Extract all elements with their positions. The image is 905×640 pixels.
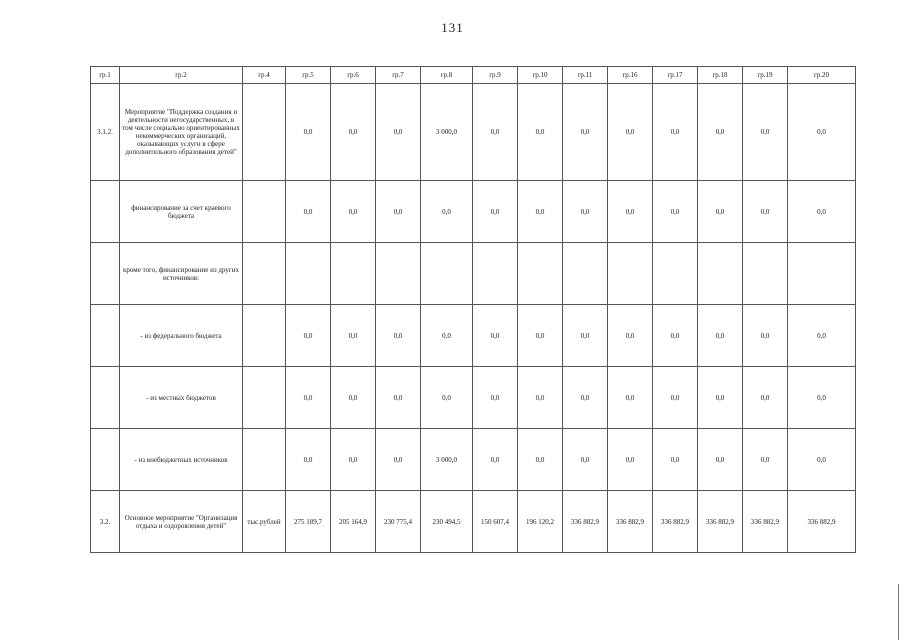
page-number: 131 [441,20,464,35]
row-description: кроме того, финансирование из других источников: [120,243,243,305]
cell-value: 0,0 [286,305,331,367]
cell-value: 0,0 [518,367,563,429]
cell-value: 0,0 [473,367,518,429]
cell-value: 0,0 [376,305,421,367]
cell-value: 205 164,9 [331,491,376,553]
cell-value: 336 882,9 [608,491,653,553]
cell-value: 0,0 [743,429,788,491]
cell-value: 0,0 [608,429,653,491]
cell-value [563,243,608,305]
cell-value: 0,0 [788,84,856,181]
column-header: гр.4 [243,67,286,84]
cell-value: 0,0 [743,84,788,181]
row-number [91,305,120,367]
cell-value: 0,0 [376,367,421,429]
table-row [91,243,856,305]
cell-value: 0,0 [698,181,743,243]
cell-value: 0,0 [331,429,376,491]
row-unit [243,429,286,491]
row-description: - из внебюджетных источников [120,429,243,491]
row-unit [243,367,286,429]
cell-value: 150 607,4 [473,491,518,553]
column-header: гр.17 [653,67,698,84]
table-row [91,367,856,429]
cell-value: 0,0 [788,367,856,429]
column-header: гр.6 [331,67,376,84]
column-header: гр.9 [473,67,518,84]
cell-value: 230 775,4 [376,491,421,553]
row-unit [243,243,286,305]
column-header: гр.7 [376,67,421,84]
cell-value: 0,0 [286,181,331,243]
cell-value: 230 494,5 [421,491,473,553]
cell-value: 3 000,0 [421,429,473,491]
cell-value: 275 189,7 [286,491,331,553]
column-header: гр.5 [286,67,331,84]
cell-value: 0,0 [743,181,788,243]
cell-value: 0,0 [473,84,518,181]
cell-value [421,243,473,305]
cell-value: 0,0 [743,367,788,429]
cell-value: 0,0 [376,429,421,491]
row-number [91,367,120,429]
row-number: 3.2. [91,491,120,553]
cell-value: 0,0 [698,305,743,367]
table-header-row [91,67,856,84]
cell-value: 336 882,9 [698,491,743,553]
column-header: гр.10 [518,67,563,84]
cell-value: 0,0 [563,367,608,429]
cell-value: 0,0 [743,305,788,367]
cell-value: 0,0 [376,84,421,181]
row-number [91,243,120,305]
cell-value: 0,0 [286,84,331,181]
cell-value [376,243,421,305]
cell-value: 3 000,0 [421,84,473,181]
column-header: гр.11 [563,67,608,84]
cell-value: 0,0 [563,84,608,181]
cell-value [331,243,376,305]
cell-value: 0,0 [518,305,563,367]
cell-value: 0,0 [286,429,331,491]
cell-value [788,243,856,305]
column-header: гр.1 [91,67,120,84]
cell-value: 336 882,9 [788,491,856,553]
table-row [91,429,856,491]
cell-value: 0,0 [653,305,698,367]
cell-value: 0,0 [608,181,653,243]
cell-value: 336 882,9 [743,491,788,553]
cell-value: 0,0 [788,429,856,491]
column-header: гр.20 [788,67,856,84]
row-number [91,429,120,491]
cell-value: 0,0 [563,305,608,367]
cell-value: 0,0 [473,181,518,243]
cell-value: 336 882,9 [563,491,608,553]
cell-value: 0,0 [421,367,473,429]
row-number: 3.1.2. [91,84,120,181]
row-unit [243,181,286,243]
cell-value: 0,0 [376,181,421,243]
cell-value: 0,0 [653,84,698,181]
cell-value [286,243,331,305]
table-row [91,84,856,181]
cell-value: 0,0 [608,367,653,429]
cell-value [698,243,743,305]
cell-value [518,243,563,305]
cell-value [743,243,788,305]
cell-value: 0,0 [518,84,563,181]
row-unit [243,84,286,181]
cell-value: 0,0 [331,84,376,181]
cell-value: 0,0 [653,367,698,429]
cell-value: 0,0 [608,84,653,181]
cell-value: 0,0 [473,429,518,491]
row-number [91,181,120,243]
cell-value: 0,0 [788,181,856,243]
cell-value [473,243,518,305]
cell-value: 0,0 [608,305,653,367]
cell-value: 0,0 [698,84,743,181]
row-description: финансирование за счет краевого бюджета [120,181,243,243]
cell-value: 0,0 [518,181,563,243]
column-header: гр.18 [698,67,743,84]
cell-value: 0,0 [331,367,376,429]
cell-value: 0,0 [563,429,608,491]
column-header: гр.8 [421,67,473,84]
cell-value: 0,0 [653,181,698,243]
column-header: гр.19 [743,67,788,84]
cell-value: 196 120,2 [518,491,563,553]
cell-value: 0,0 [563,181,608,243]
row-unit: тыс.рублей [243,491,286,553]
cell-value: 0,0 [286,367,331,429]
cell-value: 0,0 [788,305,856,367]
cell-value: 0,0 [698,429,743,491]
row-unit [243,305,286,367]
row-description: - из федерального бюджета [120,305,243,367]
table-row [91,305,856,367]
table-row [91,181,856,243]
cell-value: 0,0 [331,305,376,367]
cell-value: 0,0 [331,181,376,243]
cell-value [653,243,698,305]
row-description: Мероприятие "Поддержка создания и деятельности негосударственных, в том числе социально ориентированных некоммерческих организаций, оказывающих услуги в сфере дополнительного образования детей" [120,84,243,181]
cell-value: 0,0 [653,429,698,491]
row-description: Основное мероприятие "Организация отдыха и оздоровления детей" [120,491,243,553]
column-header: гр.16 [608,67,653,84]
table-row [91,491,856,553]
cell-value: 0,0 [473,305,518,367]
scan-edge-line [898,584,899,640]
cell-value [608,243,653,305]
cell-value: 0,0 [421,181,473,243]
cell-value: 336 882,9 [653,491,698,553]
cell-value: 0,0 [421,305,473,367]
cell-value: 0,0 [698,367,743,429]
budget-table [90,66,856,553]
column-header: гр.2 [120,67,243,84]
row-description: - из местных бюджетов [120,367,243,429]
cell-value: 0,0 [518,429,563,491]
